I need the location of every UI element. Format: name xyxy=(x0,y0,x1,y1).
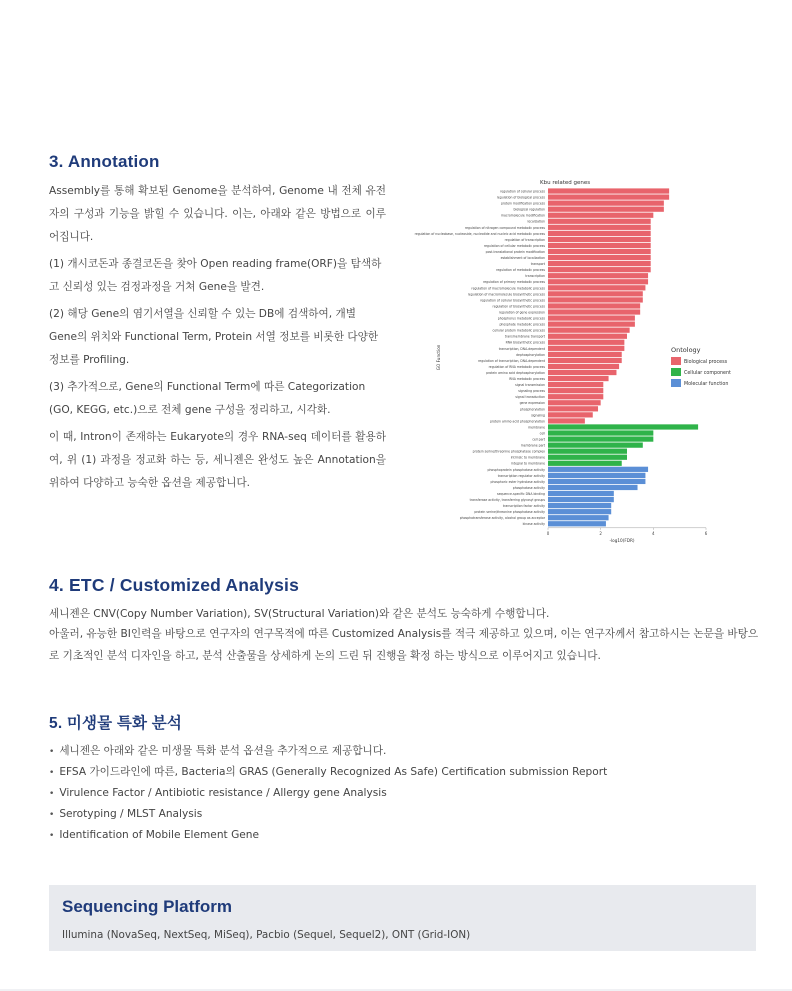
chart-category-label: integral to membrane xyxy=(511,461,545,466)
chart-category-label: regulation of nucleobase, nucleoside, nucleotide and nucleic acid metabolic process xyxy=(414,231,545,236)
chart-category-label: regulation of transcription xyxy=(504,237,545,242)
chart-title: Kbu related genes xyxy=(540,180,591,186)
chart-bar xyxy=(548,406,598,411)
chart-category-label: signaling xyxy=(531,413,545,418)
chart-bar xyxy=(548,400,601,405)
chart-category-label: phosphoprotein phosphatase activity xyxy=(487,467,545,472)
chart-bar xyxy=(548,315,635,320)
chart-bar xyxy=(548,194,669,199)
chart-bar xyxy=(548,382,603,387)
chart-legend-swatch xyxy=(671,379,681,387)
chart-legend-entry: Molecular function xyxy=(684,382,729,387)
annotation-step3: (3) 추가적으로, Gene의 Functional Term에 따른 Categorization (GO, KEGG, etc.)으로 전체 gene 구성을 정리하고, 시각화. xyxy=(49,381,366,416)
chart-category-label: signal transmission xyxy=(515,383,545,388)
chart-bar xyxy=(548,467,648,472)
chart-x-tick-label: 2 xyxy=(599,530,602,536)
chart-category-label: phosphotransferase activity, alcohol group as acceptor xyxy=(459,516,545,521)
chart-category-label: cell xyxy=(539,431,545,436)
chart-category-label: protein amino acid dephosphorylation xyxy=(486,370,545,375)
chart-bar xyxy=(548,279,648,284)
chart-bar xyxy=(548,370,616,375)
chart-category-label: transport xyxy=(530,262,545,267)
microbe-title: 5. 미생물 특화 분석 xyxy=(49,715,183,732)
chart-bar xyxy=(548,201,664,206)
chart-bar xyxy=(548,237,651,242)
annotation-step1: (1) 개시코돈과 종결코돈을 찾아 Open reading frame(ORF)을 탐색하고 신뢰성 있는 검정과정을 거쳐 Gene을 발견. xyxy=(49,258,382,293)
chart-category-label: phosphorus metabolic process xyxy=(497,316,545,321)
chart-category-label: gene expression xyxy=(519,401,545,406)
chart-bar xyxy=(548,334,627,339)
chart-category-label: kinase activity xyxy=(522,522,545,527)
platform-desc: Illumina (NovaSeq, NextSeq, MiSeq), Pacbio (Sequel, Sequel2), ONT (Grid-ION) xyxy=(62,929,471,941)
chart-category-label: sequence-specific DNA binding xyxy=(496,491,545,496)
chart-category-label: membrane part xyxy=(520,443,545,448)
chart-category-label: transcription xyxy=(525,274,545,279)
chart-bar xyxy=(548,473,645,478)
chart-category-label: localization xyxy=(527,219,545,224)
chart-category-label: regulation of biosynthetic process xyxy=(492,304,545,309)
chart-category-label: phosphoric ester hydrolase activity xyxy=(490,479,545,484)
chart-x-axis-label: -log10(FDR) xyxy=(609,537,635,543)
chart-bar xyxy=(548,515,609,520)
chart-category-label: post-translational protein modification xyxy=(485,249,545,254)
chart-bar xyxy=(548,328,630,333)
chart-category-label: regulation of gene expression xyxy=(498,310,545,315)
chart-category-label: RNA metabolic process xyxy=(509,377,545,381)
chart-bar xyxy=(548,225,651,230)
chart-x-tick-label: 0 xyxy=(546,530,550,536)
chart-bar xyxy=(548,461,622,466)
sequencing-platform-box xyxy=(49,885,756,951)
etc-line2: 아울러, 유능한 BI인력을 바탕으로 연구자의 연구목적에 따른 Customized Analysis를 적극 제공하고 있으며, 이는 연구자께서 참고하시는 논문을 바탕으로 기초적인 분석 디자인을 하고, 분석 산출물을 상세하게 논의 드린 뒤 진행을 확정 하는 방식으로 이루어지고 있습니다. xyxy=(49,628,759,662)
chart-legend-entry: Biological process xyxy=(684,360,728,365)
microbe-bullet-list xyxy=(49,741,607,846)
chart-category-label: transcription, DNA-dependent xyxy=(498,346,545,351)
chart-bar xyxy=(548,364,619,369)
chart-category-label: phosphorylation xyxy=(519,407,545,412)
chart-bar xyxy=(548,418,585,423)
chart-category-label: regulation of metabolic process xyxy=(496,268,545,273)
list-item: • Serotyping / MLST Analysis xyxy=(49,804,607,825)
chart-category-label: regulation of biological process xyxy=(496,195,545,200)
chart-category-label: signaling process xyxy=(518,389,545,394)
chart-bar xyxy=(548,479,645,484)
list-item: • Identification of Mobile Element Gene xyxy=(49,825,607,846)
list-item: • 세니젠은 아래와 같은 미생물 특화 분석 옵션을 추가적으로 제공합니다. xyxy=(49,741,607,762)
chart-category-label: intrinsic to membrane xyxy=(510,455,545,460)
list-item: • Virulence Factor / Antibiotic resistance / Allergy gene Analysis xyxy=(49,783,607,804)
chart-bar xyxy=(548,521,606,526)
go-function-bar-chart xyxy=(414,170,764,570)
chart-bar xyxy=(548,412,593,417)
chart-bar xyxy=(548,430,653,435)
chart-category-label: phosphate metabolic process xyxy=(499,322,545,327)
chart-category-label: regulation of primary metabolic process xyxy=(483,280,545,285)
chart-category-label: cellular protein metabolic process xyxy=(492,328,545,333)
chart-legend-swatch xyxy=(671,357,681,365)
chart-bar xyxy=(548,424,698,429)
chart-bar xyxy=(548,352,622,357)
chart-category-label: regulation of cellular metabolic process xyxy=(483,243,545,248)
chart-bar xyxy=(548,491,614,496)
annotation-step2: (2) 해당 Gene의 염기서열을 신뢰할 수 있는 DB에 검색하여, 개별 Gene의 위치와 Functional Term, Protein 서열 정보를 비롯한 다양한 정보를 Profiling. xyxy=(49,308,379,366)
chart-category-label: regulation of macromolecule biosynthetic process xyxy=(467,292,545,297)
chart-bar xyxy=(548,443,643,448)
chart-bar xyxy=(548,346,624,351)
chart-category-label: protein amino acid phosphorylation xyxy=(489,419,545,424)
chart-bar xyxy=(548,485,638,490)
chart-bar xyxy=(548,297,643,302)
chart-category-label: RNA biosynthetic process xyxy=(505,340,545,345)
chart-bar xyxy=(548,267,651,272)
chart-category-label: transferase activity, transferring glycosyl groups xyxy=(469,498,545,502)
chart-category-label: protein modification process xyxy=(500,201,545,206)
etc-line1: 세니젠은 CNV(Copy Number Variation), SV(Structural Variation)와 같은 분석도 능숙하게 수행합니다. xyxy=(49,608,550,620)
chart-legend-swatch xyxy=(671,368,681,376)
chart-bar xyxy=(548,285,645,290)
chart-legend-entry: Cellular component xyxy=(684,371,731,376)
chart-bar xyxy=(548,219,651,224)
chart-bar xyxy=(548,188,669,193)
chart-category-label: membrane xyxy=(528,425,545,430)
chart-category-label: protein serine/threonine phosphatase activity xyxy=(474,510,545,515)
chart-category-label: phosphatase activity xyxy=(512,485,545,490)
chart-bar xyxy=(548,503,611,508)
chart-category-label: regulation of cellular biosynthetic process xyxy=(480,298,545,303)
chart-bar xyxy=(548,358,622,363)
chart-x-tick-label: 6 xyxy=(704,530,708,536)
chart-bar xyxy=(548,243,651,248)
chart-category-label: regulation of macromolecule metabolic process xyxy=(471,286,545,291)
chart-bar xyxy=(548,213,653,218)
chart-category-label: macromolecule modification xyxy=(501,213,545,218)
chart-category-label: protein serine/threonine phosphatase complex xyxy=(472,449,545,454)
chart-bar xyxy=(548,207,664,212)
annotation-intro: Assembly를 통해 확보된 Genome을 분석하여, Genome 내 전체 유전자의 구성과 기능을 밝힐 수 있습니다. 이는, 아래와 같은 방법으로 이루어집니다. xyxy=(49,185,386,243)
chart-legend-title: Ontology xyxy=(671,346,701,354)
chart-bar xyxy=(548,255,651,260)
chart-bar xyxy=(548,509,611,514)
chart-category-label: establishment of localization xyxy=(500,256,545,260)
etc-title: 4. ETC / Customized Analysis xyxy=(49,575,300,595)
chart-category-label: cell part xyxy=(532,437,545,442)
chart-bar xyxy=(548,303,640,308)
chart-category-label: regulation of transcription, DNA-dependent xyxy=(478,358,545,363)
chart-bar xyxy=(548,231,651,236)
chart-category-label: regulation of RNA metabolic process xyxy=(488,364,545,369)
chart-bar xyxy=(548,455,627,460)
chart-bar xyxy=(548,322,635,327)
chart-bar xyxy=(548,340,624,345)
platform-title: Sequencing Platform xyxy=(62,897,233,916)
chart-category-label: regulation of cellular process xyxy=(500,189,545,194)
chart-category-label: transcription factor activity xyxy=(502,504,545,509)
chart-y-axis-label: GO Function xyxy=(436,344,441,371)
chart-bar xyxy=(548,291,643,296)
annotation-title: 3. Annotation xyxy=(49,152,160,171)
chart-category-label: signal transduction xyxy=(515,395,545,400)
chart-bar xyxy=(548,309,640,314)
list-item: • EFSA 가이드라인에 따른, Bacteria의 GRAS (Generally Recognized As Safe) Certification submission Report xyxy=(49,762,607,783)
chart-category-label: regulation of nitrogen compound metabolic process xyxy=(464,225,545,230)
chart-bar xyxy=(548,394,603,399)
chart-category-label: transmembrane transport xyxy=(504,334,545,339)
chart-bar xyxy=(548,388,603,393)
chart-bar xyxy=(548,273,648,278)
chart-category-label: dephosphorylation xyxy=(516,352,545,357)
chart-x-tick-label: 4 xyxy=(652,530,655,536)
annotation-note: 이 때, Intron이 존재하는 Eukaryote의 경우 RNA-seq 데이터를 활용하여, 위 (1) 과정을 정교화 하는 등, 세니젠은 완성도 높은 Annotation을 위하여 다양하고 능숙한 옵션을 제공합니다. xyxy=(49,431,386,489)
chart-bar xyxy=(548,449,627,454)
chart-bar xyxy=(548,249,651,254)
chart-bar xyxy=(548,497,614,502)
chart-bar xyxy=(548,436,653,441)
chart-bar xyxy=(548,376,609,381)
chart-category-label: biological regulation xyxy=(513,207,545,212)
chart-bar xyxy=(548,261,651,266)
chart-category-label: transcription regulator activity xyxy=(497,473,545,478)
